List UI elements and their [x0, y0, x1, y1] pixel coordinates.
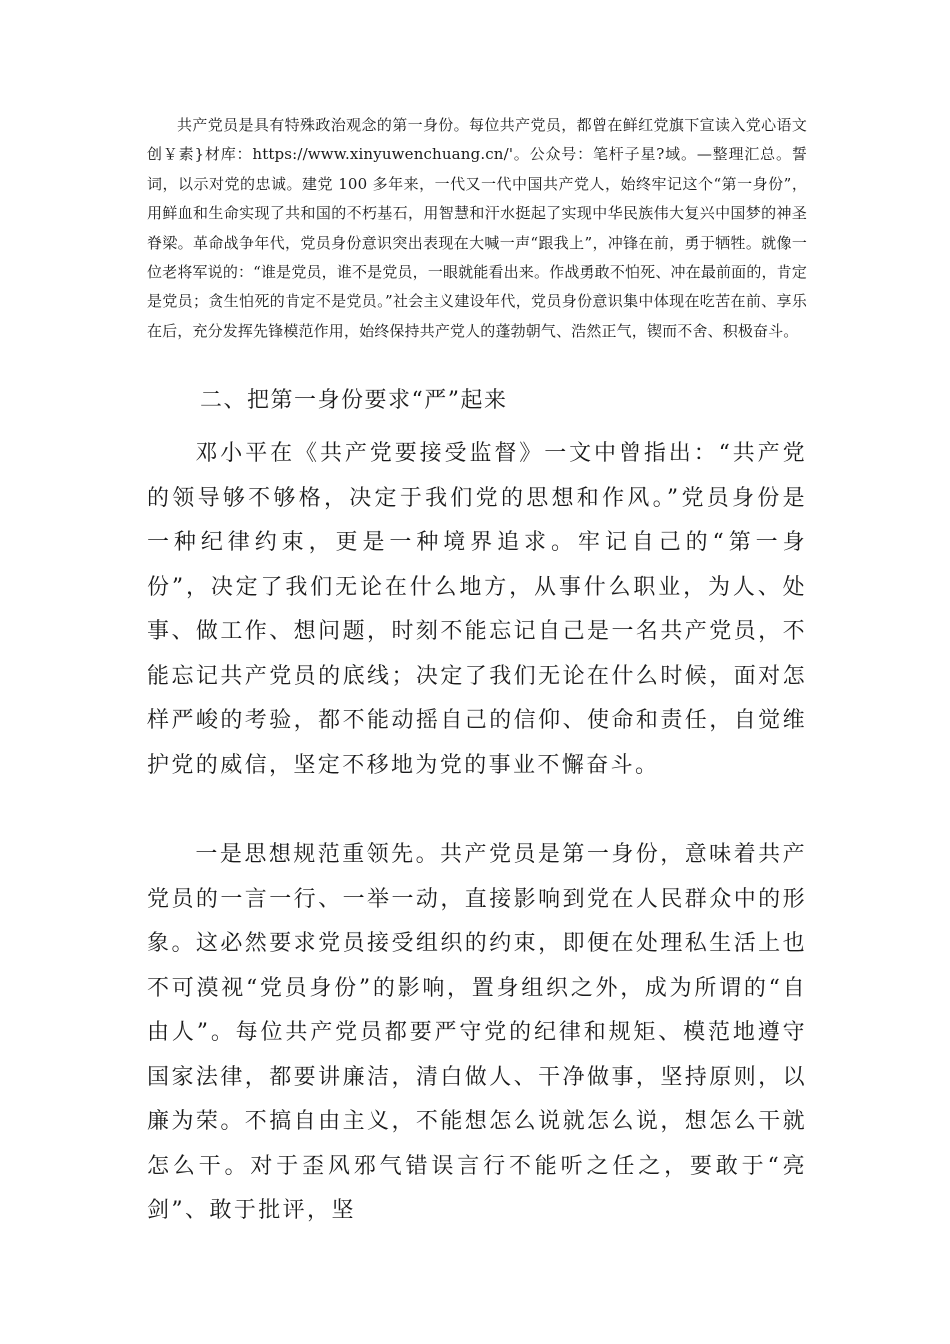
body-paragraph-1: 邓小平在《共产党要接受监督》一文中曾指出：“共产党的领导够不够格，决定于我们党的思想和作风。”党员身份是一种纪律约束，更是一种境界追求。牢记自己的“第一身份”，决定了我们无论在什么地方，从事什么职业，为人、处事、做工作、想问题，时刻不能忘记自己是一名共产党员，不能忘记共产党员的底线；决定了我们无论在什么时候，面对怎样严峻的考验，都不能动摇自己的信仰、使命和责任，自觉维护党的威信，坚定不移地为党的事业不懈奋斗。: [147, 441, 807, 778]
intro-paragraph: 共产党员是具有特殊政治观念的第一身份。每位共产党员，都曾在鲜红党旗下宣读入党心语文创￥素}材库：https://www.xinyuwenchuang.cn/'。公众号：笔杆子星?域。—整理汇总。誓词，以示对党的忠诚。建党 100 多年来，一代又一代中国共产党人，始终牢记这个“第一身份”，用鲜血和生命实现了共和国的不朽基石，用智慧和汗水挺起了实现中华民族伟大复兴中国梦的神圣脊梁。革命战争年代，党员身份意识突出表现在大喊一声“跟我上”，冲锋在前，勇于牺牲。就像一位老将军说的：“谁是党员，谁不是党员，一眼就能看出来。作战勇敢不怕死、冲在最前面的，肯定是党员；贪生怕死的肯定不是党员。”社会主义建设年代，党员身份意识集中体现在吃苦在前、享乐在后，充分发挥先锋模范作用，始终保持共产党人的蓬勃朝气、浩然正气，锲而不舍、积极奋斗。: [147, 116, 807, 340]
section-heading: 二、把第一身份要求“严”起来: [200, 388, 508, 413]
body-paragraph-2: 一是思想规范重领先。共产党员是第一身份，意味着共产党员的一言一行、一举一动，直接影响到党在人民群众中的形象。这必然要求党员接受组织的约束，即便在处理私生活上也不可漠视“党员身份”的影响，置身组织之外，成为所谓的“自由人”。每位共产党员都要严守党的纪律和规矩、模范地遵守国家法律，都要讲廉洁，清白做人、干净做事，坚持原则，以廉为荣。不搞自由主义，不能想怎么说就怎么说，想怎么干就怎么干。对于歪风邪气错误言行不能听之任之，要敢于“亮剑”、敢于批评，坚: [147, 842, 807, 1223]
